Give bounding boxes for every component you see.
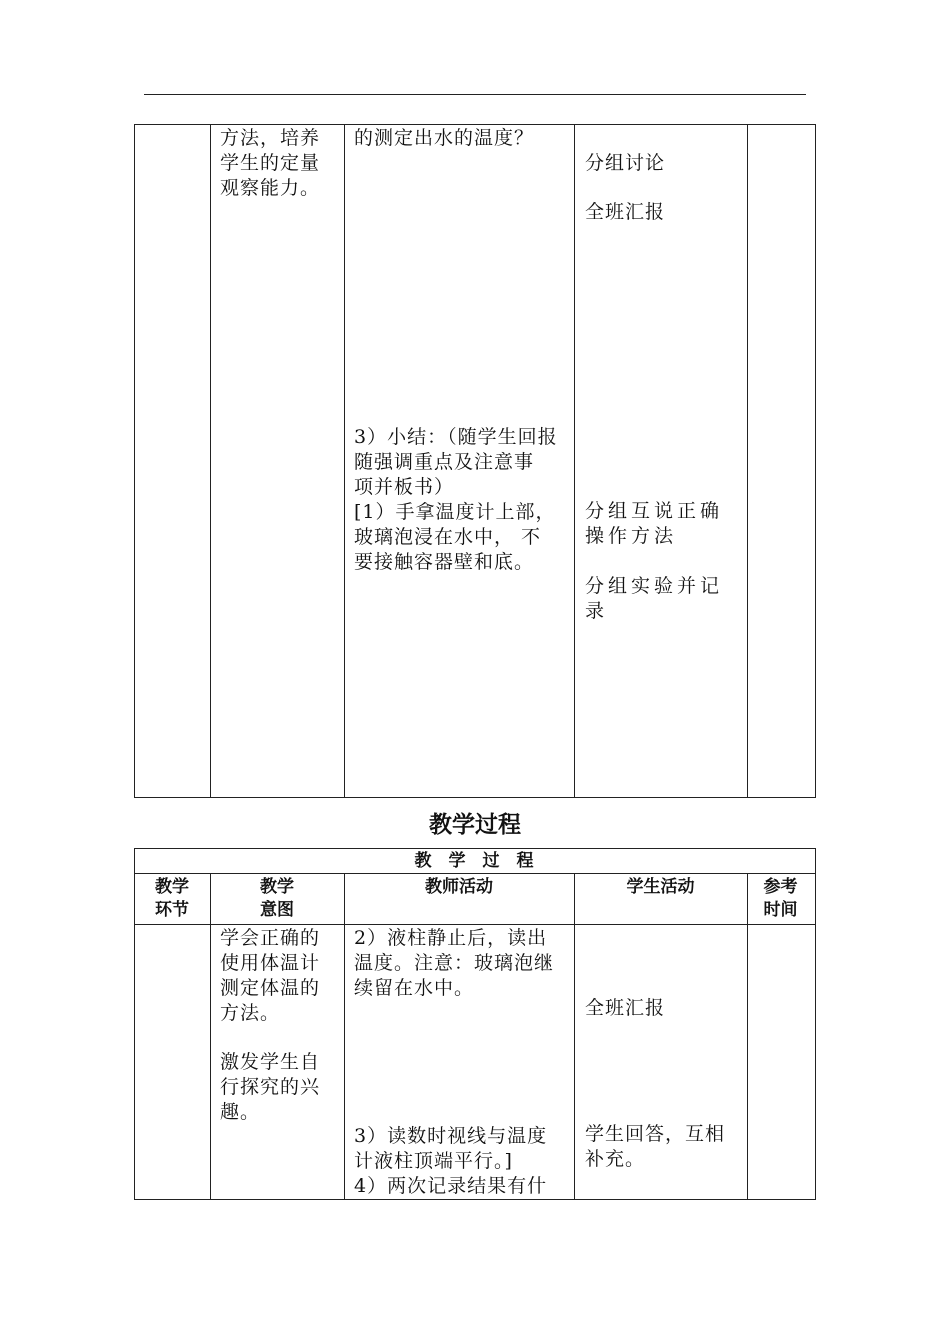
page-header-rule <box>144 94 806 95</box>
header-student: 学生活动 <box>626 877 695 897</box>
student-activity-experiment: 分组实验并记 录 <box>585 575 724 622</box>
teacher-step-2: 2）液柱静止后，读出 温度。注意：玻璃泡继 续留在水中。 <box>354 927 555 999</box>
student-answer: 学生回答，互相 补充。 <box>585 1123 726 1170</box>
student-activity-discuss: 分组讨论 <box>585 152 666 174</box>
intent-text: 方法，培养 学生的定量 观察能力。 <box>220 127 321 199</box>
teacher-question: 的测定出水的温度？ <box>354 127 535 149</box>
header-intent: 教学 意图 <box>260 877 294 920</box>
teacher-step-3-4: 3）读数时视线与温度 计液柱顶端平行。] 4）两次记录结果有什 <box>354 1125 548 1197</box>
student-activity-report: 全班汇报 <box>585 201 666 223</box>
teacher-summary: 3）小结：（随学生回报 随强调重点及注意事 项并板书） [1）手拿温度计上部， 玻璃泡浸在水中， 不 要接触容器壁和底。 <box>354 426 558 573</box>
intent-a: 学会正确的 使用体温计 测定体温的 方法。 <box>220 927 321 1024</box>
intent-b: 激发学生自 行探究的兴 趣。 <box>220 1051 321 1123</box>
header-stage: 教学 环节 <box>155 877 189 920</box>
header-time: 参考 时间 <box>763 877 798 920</box>
header-main: 教 学 过 程 <box>414 851 534 871</box>
section-title: 教学过程 <box>429 812 521 838</box>
student-report: 全班汇报 <box>585 997 666 1019</box>
header-teacher: 教师活动 <box>425 877 493 897</box>
student-activity-explain: 分组互说正确 操作方法 <box>585 500 724 547</box>
